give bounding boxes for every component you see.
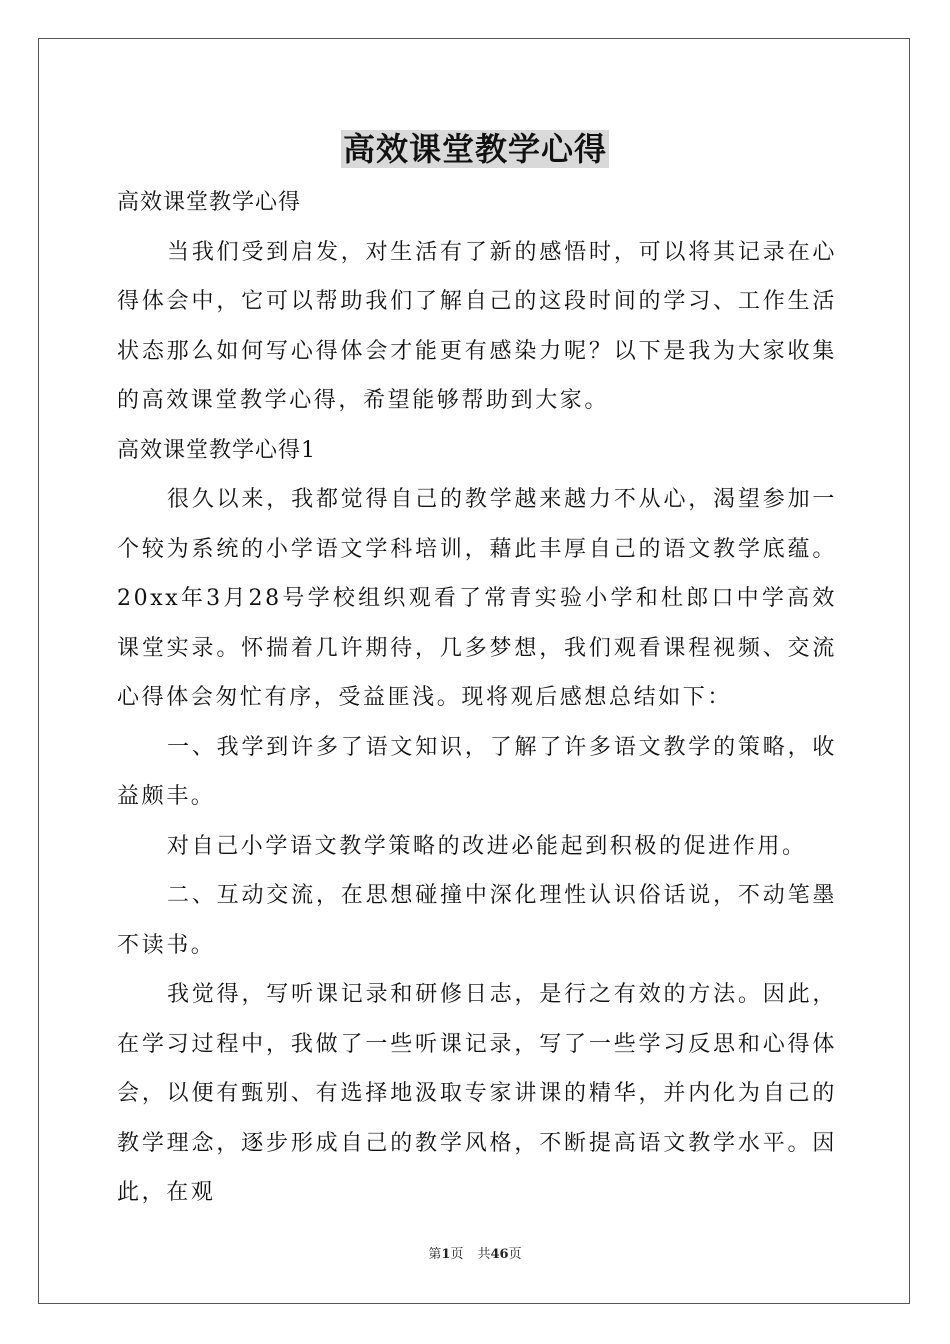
total-pages: 46 (490, 1247, 509, 1262)
body-paragraph: 很久以来，我都觉得自己的教学越来越力不从心，渴望参加一个较为系统的小学语文学科培训，藉此丰厚自己的语文教学底蕴。20xx年3月28号学校组织观看了常青实验小学和杜郎口中学高效课堂实录。怀揣着几许期待，几多梦想，我们观看课程视频、交流心得体会匆忙有序，受益匪浅。现将观后感想总结如下： (117, 487, 837, 710)
page-footer (0, 1246, 950, 1264)
document-title-text: 高效课堂教学心得 (342, 130, 607, 168)
intro-paragraph: 当我们受到启发，对生活有了新的感悟时，可以将其记录在心得体会中，它可以帮助我们了解自己的这段时间的学习、工作生活状态那么如何写心得体会才能更有感染力呢？以下是我为大家收集的高效课堂教学心得，希望能够帮助到大家。 (117, 239, 837, 413)
total-pages-indicator: 共46页 (477, 1247, 522, 1262)
body-paragraph: 一、我学到许多了语文知识，了解了许多语文教学的策略，收益颇丰。 (117, 734, 837, 809)
document-title (0, 126, 950, 172)
body-paragraph: 二、互动交流，在思想碰撞中深化理性认识俗话说，不动笔墨不读书。 (117, 883, 837, 958)
body-paragraph: 我觉得，写听课记录和研修日志，是行之有效的方法。因此，在学习过程中，我做了一些听课记录，写了一些学习反思和心得体会，以便有甄别、有选择地汲取专家讲课的精华，并内化为自己的教学理念，逐步形成自己的教学风格，不断提高语文教学水平。因此，在观 (117, 982, 837, 1205)
section-heading-1: 高效课堂教学心得1 (117, 437, 316, 463)
section-heading: 高效课堂教学心得 (117, 190, 302, 215)
body-paragraph: 对自己小学语文教学策略的改进必能起到积极的促进作用。 (167, 833, 807, 859)
document-body (117, 178, 837, 1218)
page-number: 1 (441, 1247, 451, 1262)
page-indicator: 第1页 (428, 1247, 464, 1262)
